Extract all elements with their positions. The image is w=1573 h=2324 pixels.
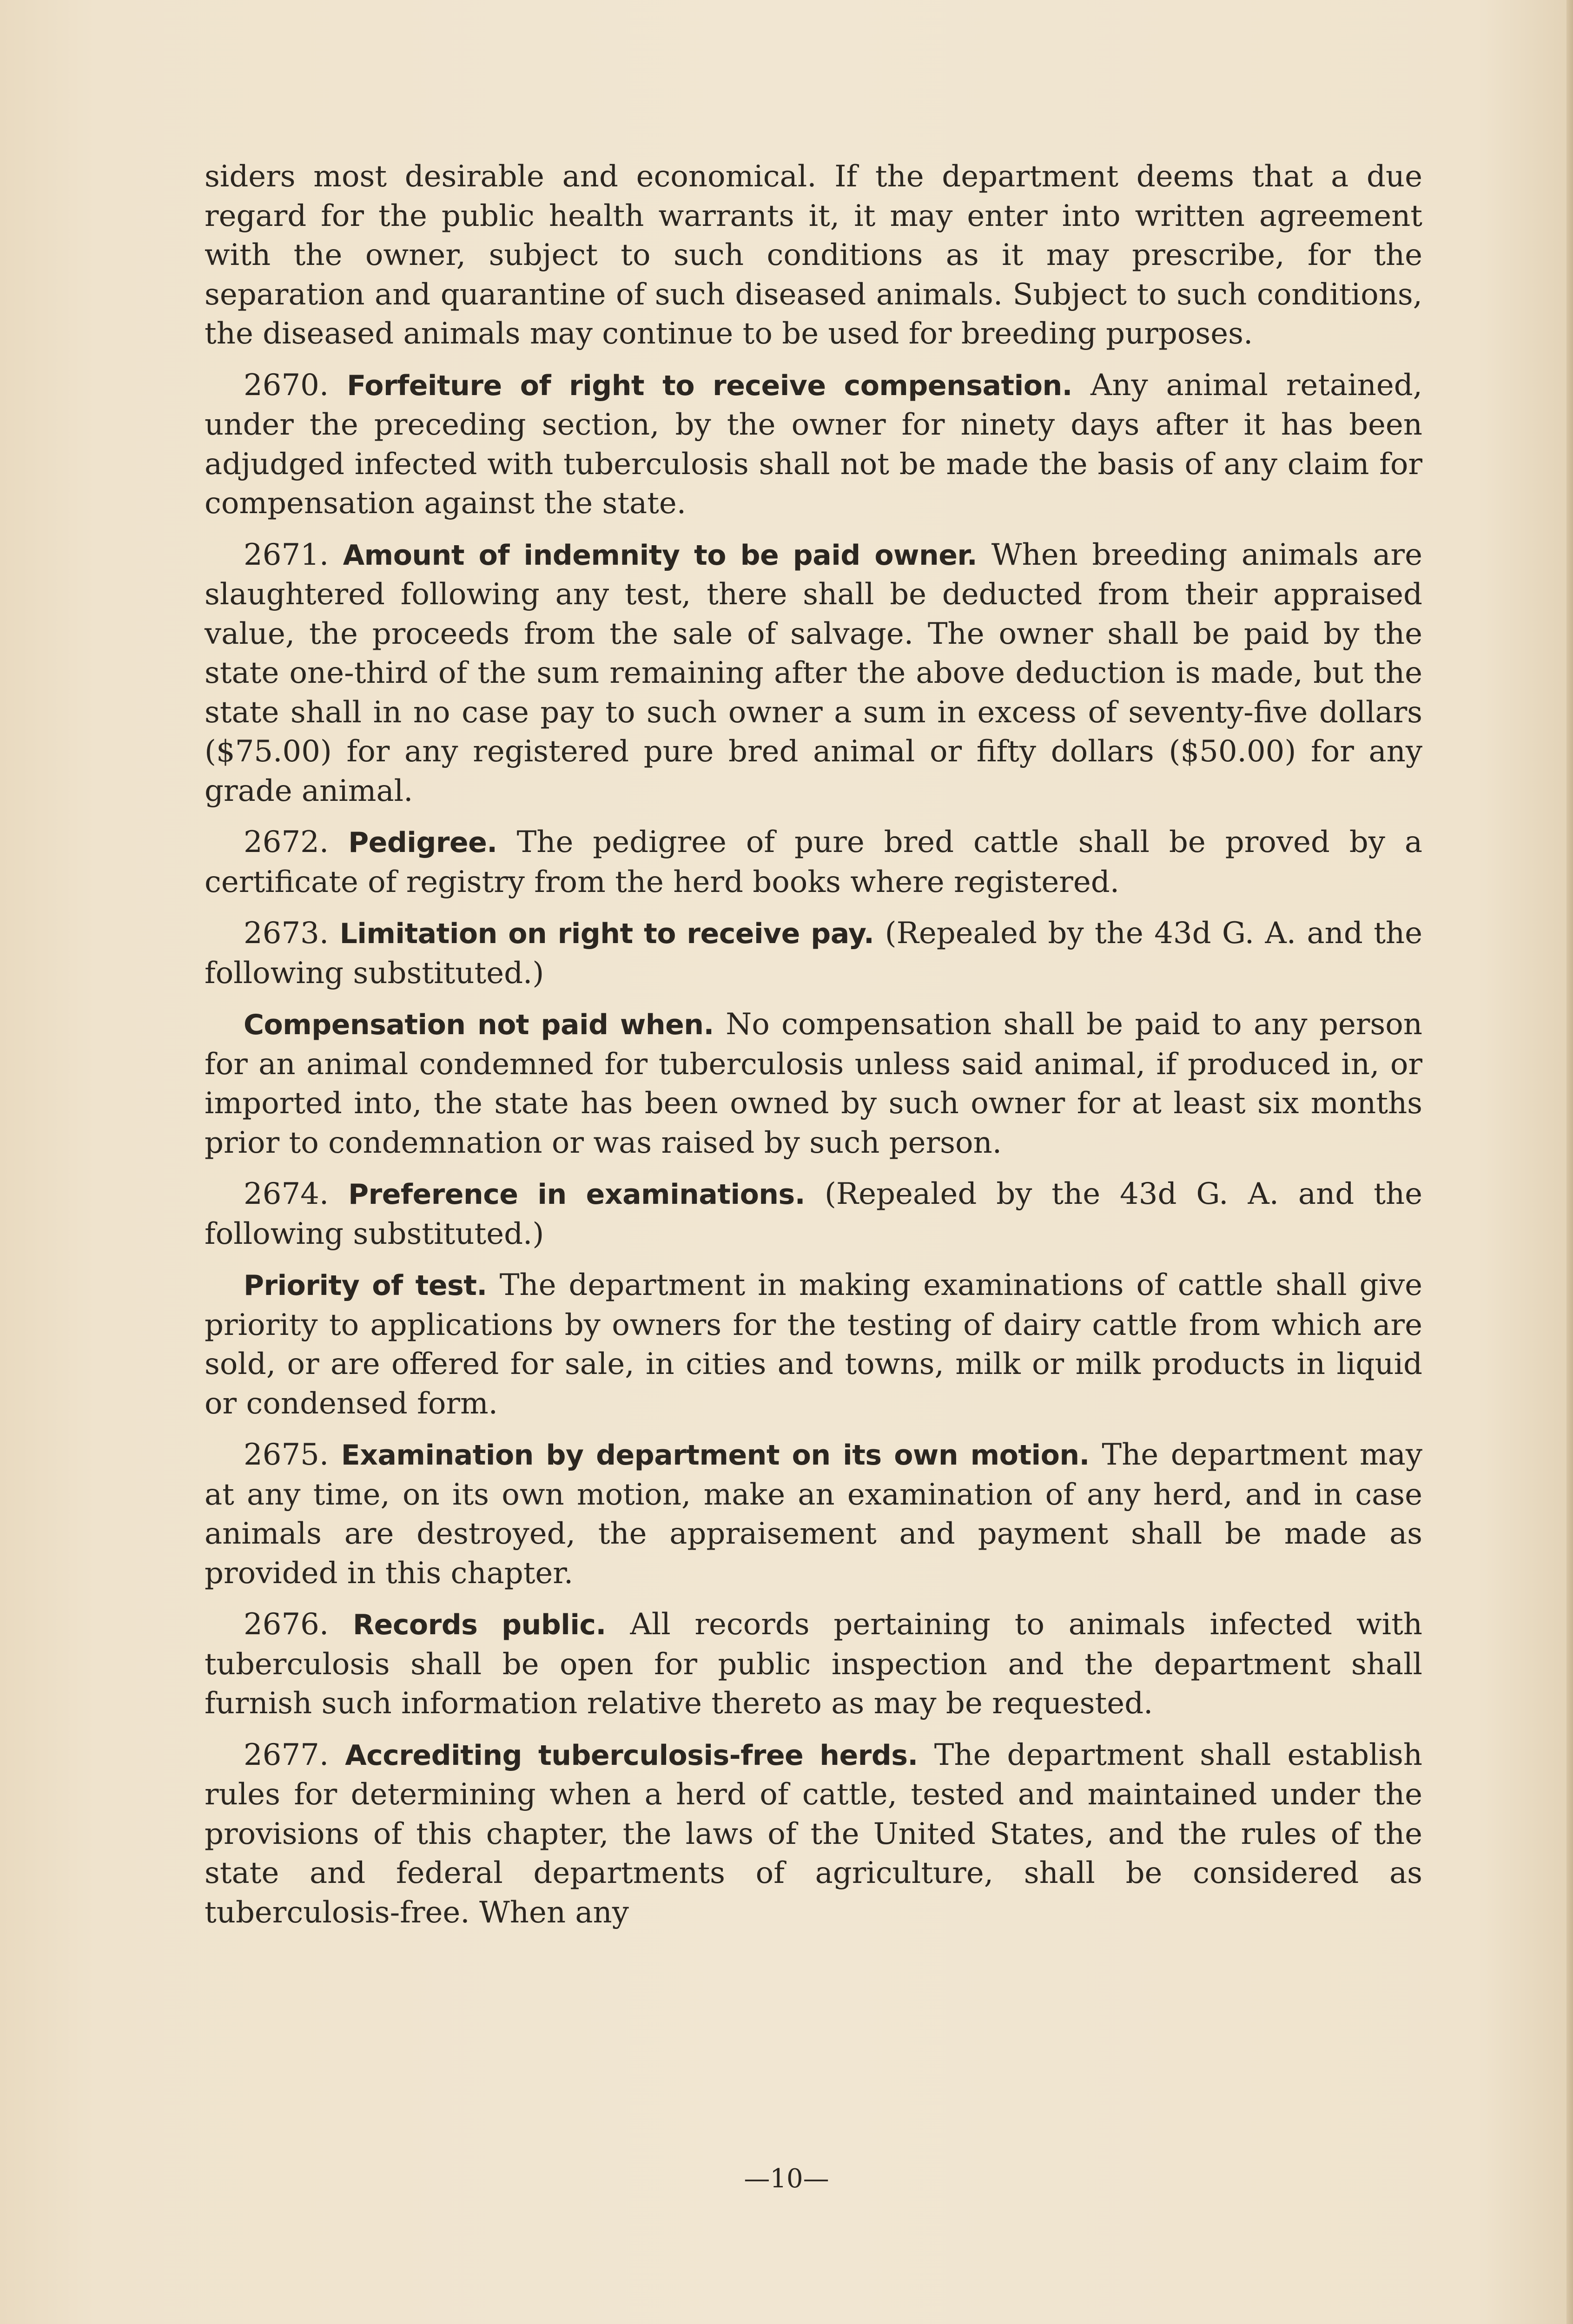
body-text xyxy=(205,157,1422,1944)
section-heading: Accrediting tuberculosis-free herds. xyxy=(345,1739,918,1772)
section-text: Any animal retained, under the preceding section, by the owner for ninety days after it has been adjudged infected with tuberculosis shall not be made the basis of any claim for compensation against the state. xyxy=(205,368,1423,521)
section-2677 xyxy=(205,1736,1422,1933)
paragraph-text: siders most desirable and economical. If the department deems that a due regard for the public health warrants it, it may enter into written agreement with the owner, subject to such conditions as it may prescribe, for the separation and quarantine of such diseased animals. Subject to such conditions, the diseased animals may continue to be used for breeding purposes. xyxy=(205,159,1422,351)
section-2674-substitute xyxy=(205,1266,1422,1423)
section-heading: Priority of test. xyxy=(244,1269,487,1302)
section-number: 2673. xyxy=(244,916,329,951)
section-heading: Examination by department on its own motion. xyxy=(341,1439,1090,1472)
section-text: The department shall establish rules for determining when a herd of cattle, tested and maintained under the provisions of this chapter, the laws of the United States, and the rules of the state and federal departments of agriculture, shall be considered as tuberculosis-free. When any xyxy=(205,1737,1422,1930)
section-number: 2671. xyxy=(244,537,329,572)
section-heading: Preference in examinations. xyxy=(348,1178,806,1211)
section-2671 xyxy=(205,535,1422,811)
section-heading: Pedigree. xyxy=(348,826,497,859)
section-heading: Amount of indemnity to be paid owner. xyxy=(343,539,978,572)
section-number: 2670. xyxy=(244,368,329,403)
section-2672 xyxy=(205,823,1422,902)
section-text: The department may at any time, on its own motion, make an examination of any herd, and in case animals are destroyed, the appraisement and payment shall be made as provided in this chapter. xyxy=(205,1438,1423,1591)
section-number: 2675. xyxy=(244,1438,329,1472)
page-number: —10— xyxy=(744,2164,829,2194)
section-text: (Repealed by the 43d G. A. and the following substituted.) xyxy=(205,1177,1422,1251)
section-number: 2674. xyxy=(244,1177,329,1211)
section-heading: Forfeiture of right to receive compensation. xyxy=(347,369,1072,402)
section-2670 xyxy=(205,366,1422,523)
section-2674 xyxy=(205,1175,1422,1254)
section-heading: Limitation on right to receive pay. xyxy=(339,918,874,950)
section-text: All records pertaining to animals infected with tuberculosis shall be open for public inspection and the department shall furnish such information relative thereto as may be requested. xyxy=(205,1607,1423,1721)
section-2673 xyxy=(205,914,1422,993)
section-2675 xyxy=(205,1435,1422,1593)
section-text: The pedigree of pure bred cattle shall be proved by a certificate of registry from the herd books where registered. xyxy=(205,825,1423,899)
paragraph-continued xyxy=(205,157,1422,354)
section-text: No compensation shall be paid to any person for an animal condemned for tuberculosis unless said animal, if produced in, or imported into, the state has been owned by such owner for at least six months prior to condemnation or was raised by such person. xyxy=(205,1007,1422,1160)
section-number: 2672. xyxy=(244,825,329,859)
section-text: The department in making examinations of cattle shall give priority to applications by owners for the testing of dairy cattle from which are sold, or are offered for sale, in cities and towns, milk or milk products in liquid or condensed form. xyxy=(205,1268,1423,1421)
section-heading: Compensation not paid when. xyxy=(244,1009,714,1041)
section-2673-substitute xyxy=(205,1005,1422,1162)
page-edge-shadow xyxy=(1566,0,1573,2324)
section-text: (Repealed by the 43d G. A. and the following substituted.) xyxy=(205,916,1422,990)
section-2676 xyxy=(205,1605,1422,1723)
section-text: When breeding animals are slaughtered following any test, there shall be deducted from their appraised value, the proceeds from the sale of salvage. The owner shall be paid by the state one-third of the sum remaining after the above deduction is made, but the state shall in no case pay to such owner a sum in excess of seventy-five dollars ($75.00) for any registered pure bred animal or fifty dollars ($50.00) for any grade animal. xyxy=(205,537,1422,808)
section-number: 2677. xyxy=(244,1737,329,1772)
section-number: 2676. xyxy=(244,1607,329,1642)
section-heading: Records public. xyxy=(352,1609,606,1641)
